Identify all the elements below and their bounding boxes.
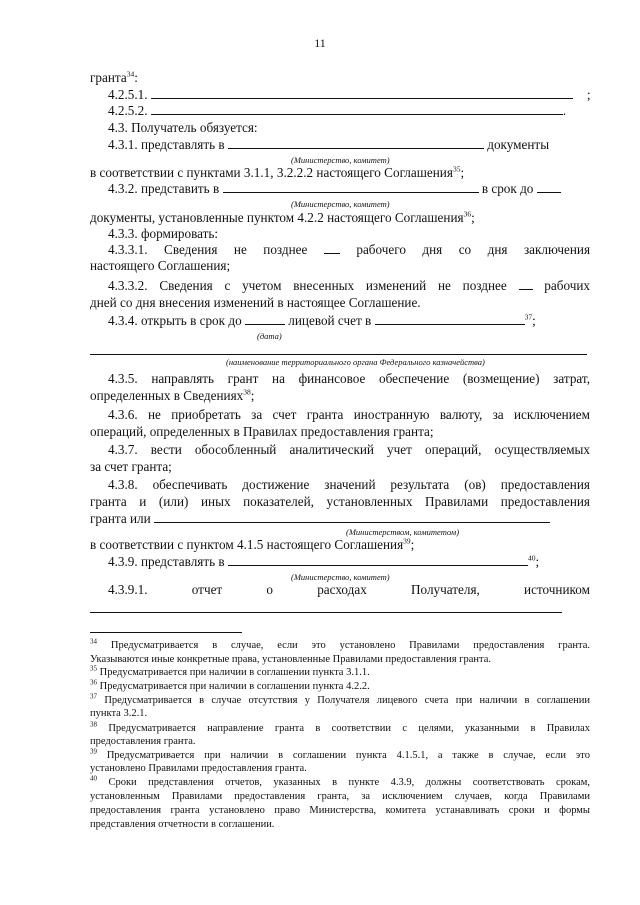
footnote-38-cont: предоставления гранта. [90, 736, 196, 747]
text-line: 4.3.2. представить в в срок до [108, 181, 590, 197]
blank-field [154, 511, 550, 523]
text-line: документы, установленные пунктом 4.2.2 настоящего Соглашения$^{36}$; [90, 209, 475, 225]
text-line: определенных в Сведениях$^{38}$; [90, 387, 255, 403]
section-heading: 4.3. Получатель обязуется: [108, 120, 258, 135]
footnote-39: $^{39}$ Предусматривается при наличии в соглашении пункта 4.1.5.1, а также в случае, если это [90, 747, 590, 761]
text-line: гранта и (или) иных показателей, установленных Правилами предоставления [90, 494, 590, 509]
page-number: 11 [314, 36, 326, 50]
footnote-40-cont: установленным Правилами предоставления гранта, за исключением случаев, когда Правилами [90, 791, 590, 802]
footnote-separator [90, 632, 242, 633]
text-line: 4.3.7. вести обособленный аналитический учет операций, осуществляемых [108, 442, 590, 457]
blank-field [228, 554, 528, 566]
field-caption: (Министерство, комитет) [291, 199, 390, 209]
footnote-ref: 34 [126, 69, 135, 79]
footnote-ref: 36 [463, 209, 472, 219]
footnote-ref: 39 [403, 536, 411, 546]
blank-field [324, 242, 340, 254]
footnote-34: $^{34}$ Предусматривается в случае, если это установлено Правилами предоставления гранта. [90, 637, 591, 651]
footnote-40-cont: представления отчетности в соглашении. [90, 819, 275, 830]
footnote-ref: 40 [527, 553, 536, 563]
text-line: 4.2.5.2. . [108, 103, 567, 118]
text-line: 4.3.3.1. Сведения не позднее рабочего дня со дня заключения [108, 242, 591, 257]
footnote-36: $^{36}$ Предусматривается при наличии в соглашении пункта 4.2.2. [90, 678, 370, 692]
text-line: гранта или [90, 511, 590, 527]
text-line: 4.3.6. не приобретать за счет гранта иностранную валюту, за исключением [108, 407, 590, 422]
text-line: операций, определенных в Правилах предоставления гранта; [90, 424, 434, 439]
footnote-37: $^{37}$ Предусматривается в случае отсутствия у Получателя лицевого счета при наличии в соглашении [90, 692, 591, 706]
footnote-39-cont: установлено Правилами предоставления гранта. [90, 763, 307, 774]
blank-field [537, 181, 561, 193]
footnote-ref: 37 [524, 312, 533, 322]
text-line: гранта$^{34}$: [90, 69, 138, 85]
text-line: 4.3.9.1. отчет о расходах Получателя, источником [108, 582, 590, 597]
text-line: в соответствии с пунктами 3.1.1, 3.2.2.2 настоящего Соглашения$^{35}$; [90, 164, 465, 180]
text-line: 4.3.5. направлять грант на финансовое обеспечение (возмещение) затрат, [108, 371, 590, 386]
text-line: 4.3.8. обеспечивать достижение значений результата (ов) предоставления [108, 477, 590, 492]
text-line: 4.3.4. открыть в срок до лицевой счет в $^{37}$; [108, 312, 536, 328]
blank-field [228, 137, 484, 149]
text-line: дней со дня внесения изменений в настоящее Соглашение. [90, 295, 421, 310]
field-caption: (Министерство, комитет) [291, 155, 390, 165]
footnote-ref: 35 [452, 164, 461, 174]
text-line: 4.3.1. представлять в документы [108, 137, 550, 152]
field-caption: (Министерство, комитет) [291, 572, 390, 582]
blank-field [245, 313, 285, 325]
footnote-35: $^{35}$ Предусматривается при наличии в соглашении пункта 3.1.1. [90, 664, 370, 678]
blank-field [223, 181, 479, 193]
text-line: за счет гранта; [90, 459, 172, 474]
footnote-38: $^{38}$ Предусматривается направление гранта в соответствии с целями, указанными в Правилах [90, 720, 590, 734]
footnote-34-cont: Указываются иные конкретные права, установленные Правилами предоставления гранта. [90, 654, 492, 665]
field-caption: (Министерством, комитетом) [346, 527, 460, 537]
footnote-40-cont: предоставления гранта установлено право Министерства, комитета устанавливать сроки и формы [90, 805, 590, 816]
footnote-ref: 38 [243, 387, 251, 397]
text-line: в соответствии с пунктом 4.1.5 настоящего Соглашения$^{39}$; [90, 536, 415, 552]
blank-field [151, 103, 563, 115]
blank-field [375, 313, 525, 325]
blank-field [519, 278, 533, 290]
text-line: настоящего Соглашения; [90, 258, 231, 273]
field-caption: (наименование территориального органа Федерального казначейства) [226, 357, 485, 367]
footnote-37-cont: пункта 3.2.1. [90, 708, 148, 719]
text-line: 4.3.3. формировать: [108, 226, 219, 241]
blank-field-line [90, 612, 562, 613]
text-line: 4.3.9. представлять в $^{40}$; [108, 553, 540, 569]
field-caption: (дата) [257, 331, 282, 341]
text-line: 4.3.3.2. Сведения с учетом внесенных изменений не позднее рабочих [108, 278, 590, 293]
footnote-40: $^{40}$ Сроки представления отчетов, указанных в пункте 4.3.9, должны соответствовать срокам, [90, 774, 591, 788]
blank-field [151, 87, 573, 99]
text-line: 4.2.5.1. ; [108, 87, 591, 102]
blank-field-line [90, 354, 587, 355]
